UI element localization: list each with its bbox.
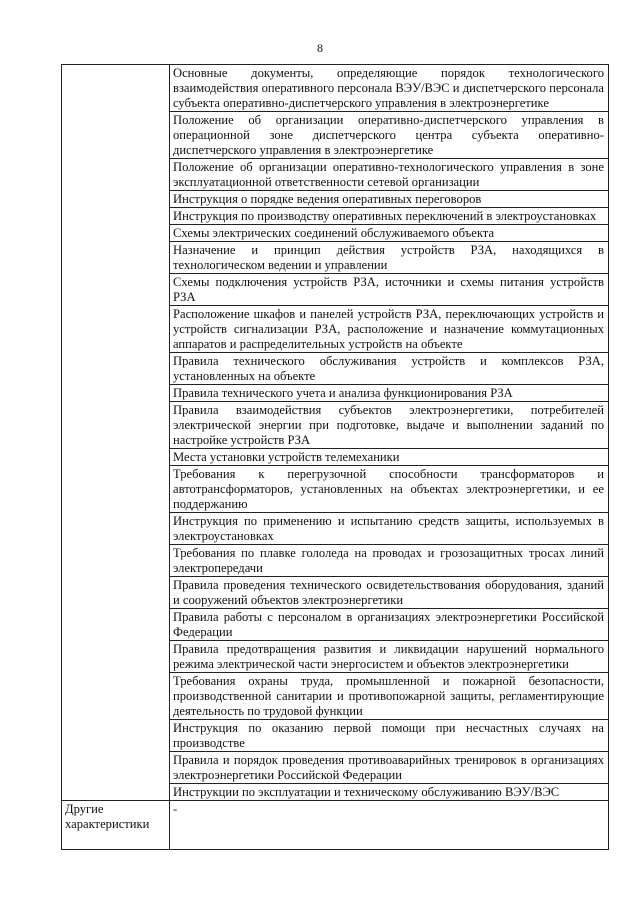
row-label-cell <box>62 385 170 402</box>
row-label-cell <box>62 159 170 191</box>
other-characteristics-value: - <box>170 801 609 850</box>
list-item: Места установки устройств телемеханики <box>170 449 609 466</box>
row-label-cell <box>62 242 170 274</box>
list-item: Правила взаимодействия субъектов электроэнергетики, потребителей электрической энергии при подготовке, выдаче и выполнении заданий по настройке устройств РЗА <box>170 402 609 449</box>
table-row <box>62 673 609 720</box>
table-row <box>62 385 609 402</box>
table-row <box>62 466 609 513</box>
table-row <box>62 577 609 609</box>
row-label-cell <box>62 720 170 752</box>
list-item: Требования к перегрузочной способности трансформаторов и автотрансформаторов, установленных на объектах электроэнергетики, и ее поддержанию <box>170 466 609 513</box>
table-row <box>62 306 609 353</box>
list-item: Положение об организации оперативно-технологического управления в зоне эксплуатационной ответственности сетевой организации <box>170 159 609 191</box>
list-item: Требования охраны труда, промышленной и пожарной безопасности, производственной санитарии и противопожарной защиты, регламентирующие деятельность по трудовой функции <box>170 673 609 720</box>
row-label-cell <box>62 577 170 609</box>
other-characteristics-section <box>62 801 609 850</box>
list-item: Правила работы с персоналом в организациях электроэнергетики Российской Федерации <box>170 609 609 641</box>
table-row <box>62 65 609 112</box>
row-label-cell <box>62 513 170 545</box>
list-item: Схемы подключения устройств РЗА, источники и схемы питания устройств РЗА <box>170 274 609 306</box>
table-row <box>62 720 609 752</box>
table-row <box>62 545 609 577</box>
table-row <box>62 242 609 274</box>
list-item: Расположение шкафов и панелей устройств РЗА, переключающих устройств и устройств сигнализации РЗА, расположение и назначение коммутационных аппаратов и распределительных устройств на объекте <box>170 306 609 353</box>
row-label-cell <box>62 402 170 449</box>
table-row <box>62 208 609 225</box>
knowledge-items <box>62 65 609 801</box>
list-item: Правила технического учета и анализа функционирования РЗА <box>170 385 609 402</box>
row-label-cell <box>62 65 170 112</box>
table-row <box>62 513 609 545</box>
table-row <box>62 274 609 306</box>
list-item: Схемы электрических соединений обслуживаемого объекта <box>170 225 609 242</box>
row-label-cell <box>62 306 170 353</box>
other-characteristics-label: Другие характеристики <box>62 801 170 850</box>
list-item: Инструкция о порядке ведения оперативных переговоров <box>170 191 609 208</box>
table-row <box>62 159 609 191</box>
row-label-cell <box>62 112 170 159</box>
list-item: Положение об организации оперативно-диспетчерского управления в операционной зоне диспетчерского центра субъекта оперативно-диспетчерского управления в электроэнергетике <box>170 112 609 159</box>
list-item: Правила и порядок проведения противоаварийных тренировок в организациях электроэнергетики Российской Федерации <box>170 752 609 784</box>
list-item: Требования по плавке гололеда на проводах и грозозащитных тросах линий электропередачи <box>170 545 609 577</box>
row-label-cell <box>62 225 170 242</box>
table-row <box>62 784 609 801</box>
other-characteristics-row <box>62 801 609 850</box>
row-label-cell <box>62 449 170 466</box>
row-label-cell <box>62 609 170 641</box>
list-item: Основные документы, определяющие порядок технологического взаимодействия оперативного персонала ВЭУ/ВЭС и диспетчерского персонала субъекта оперативно-диспетчерского управления в электроэнергетике <box>170 65 609 112</box>
list-item: Инструкция по оказанию первой помощи при несчастных случаях на производстве <box>170 720 609 752</box>
table-row <box>62 225 609 242</box>
row-label-cell <box>62 353 170 385</box>
row-label-cell <box>62 784 170 801</box>
list-item: Правила проведения технического освидетельствования оборудования, зданий и сооружений объектов электроэнергетики <box>170 577 609 609</box>
row-label-cell <box>62 641 170 673</box>
table-row <box>62 641 609 673</box>
row-label-cell <box>62 274 170 306</box>
list-item: Инструкция по производству оперативных переключений в электроустановках <box>170 208 609 225</box>
table-row <box>62 191 609 208</box>
page-number: 8 <box>317 41 323 55</box>
row-label-cell <box>62 673 170 720</box>
table-row <box>62 112 609 159</box>
list-item: Правила предотвращения развития и ликвидации нарушений нормального режима электрической части энергосистем и объектов электроэнергетики <box>170 641 609 673</box>
list-item: Инструкция по применению и испытанию средств защиты, используемых в электроустановках <box>170 513 609 545</box>
row-label-cell <box>62 545 170 577</box>
requirements-table <box>61 64 609 850</box>
row-label-cell <box>62 466 170 513</box>
table-row <box>62 752 609 784</box>
table-row <box>62 609 609 641</box>
table-row <box>62 449 609 466</box>
row-label-cell <box>62 752 170 784</box>
table-row <box>62 402 609 449</box>
row-label-cell <box>62 208 170 225</box>
row-label-cell <box>62 191 170 208</box>
list-item: Правила технического обслуживания устройств и комплексов РЗА, установленных на объекте <box>170 353 609 385</box>
list-item: Инструкции по эксплуатации и техническому обслуживанию ВЭУ/ВЭС <box>170 784 609 801</box>
list-item: Назначение и принцип действия устройств РЗА, находящихся в технологическом ведении и управлении <box>170 242 609 274</box>
table-row <box>62 353 609 385</box>
